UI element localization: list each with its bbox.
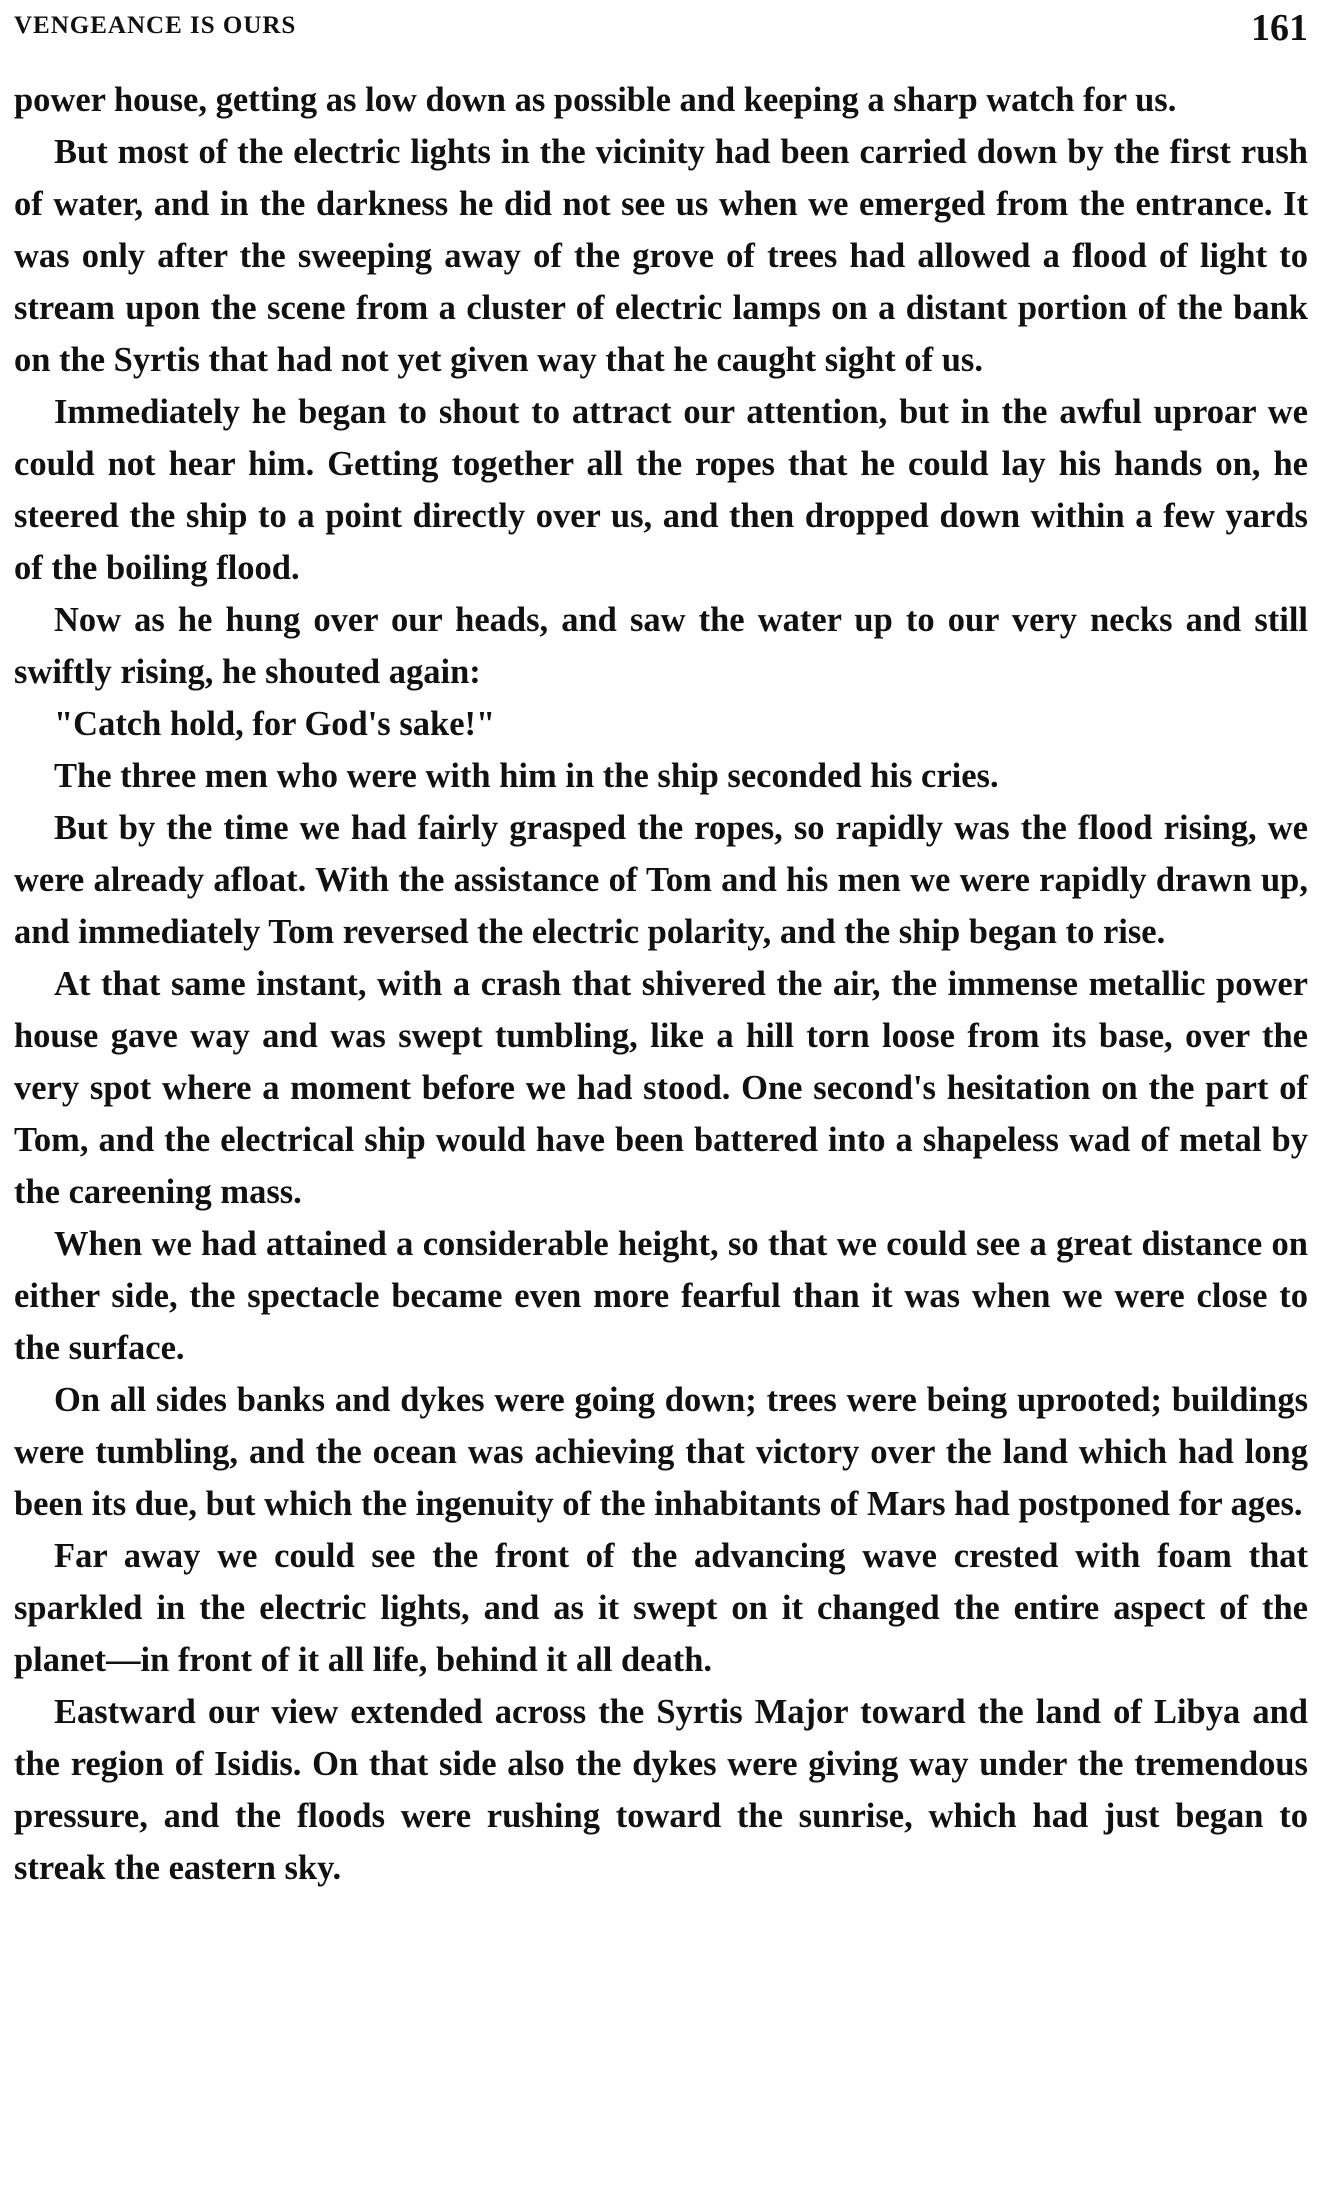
- running-head: [14, 6, 1308, 62]
- paragraph: When we had attained a considerable height, so that we could see a great distance on either side, the spectacle became even more fearful than it was when we were close to the surface.: [14, 1225, 1308, 1367]
- paragraph: Far away we could see the front of the advancing wave crested with foam that sparkled in the electric lights, and as it swept on it changed the entire aspect of the planet—in front of it all life, behind it all death.: [14, 1537, 1308, 1679]
- page-number: 161: [1251, 7, 1308, 49]
- body-text: [14, 74, 1308, 1894]
- paragraph: Immediately he began to shout to attract our attention, but in the awful uproar we could not hear him. Getting together all the ropes that he could lay his hands on, he steered the ship to a point directly over us, and then dropped down within a few yards of the boiling flood.: [14, 393, 1308, 587]
- paragraph: On all sides banks and dykes were going down; trees were being uprooted; buildings were tumbling, and the ocean was achieving that victory over the land which had long been its due, but which the ingenuity of the inhabitants of Mars had postponed for ages.: [14, 1381, 1308, 1523]
- paragraph: At that same instant, with a crash that shivered the air, the immense metallic power house gave way and was swept tumbling, like a hill torn loose from its base, over the very spot where a moment before we had stood. One second's hesitation on the part of Tom, and the electrical ship would have been battered into a shapeless wad of metal by the careening mass.: [14, 965, 1308, 1211]
- paragraph: But by the time we had fairly grasped the ropes, so rapidly was the flood rising, we were already afloat. With the assistance of Tom and his men we were rapidly drawn up, and immediately Tom reversed the electric polarity, and the ship began to rise.: [14, 809, 1308, 951]
- running-title: VENGEANCE IS OURS: [14, 12, 297, 39]
- paragraph: But most of the electric lights in the vicinity had been carried down by the first rush of water, and in the darkness he did not see us when we emerged from the entrance. It was only after the sweeping away of the grove of trees had allowed a flood of light to stream upon the scene from a cluster of electric lamps on a distant portion of the bank on the Syrtis that had not yet given way that he caught sight of us.: [14, 133, 1308, 379]
- dialogue-line: "Catch hold, for God's sake!": [54, 705, 496, 743]
- paragraph: The three men who were with him in the ship seconded his cries.: [54, 757, 999, 795]
- paragraph: Eastward our view extended across the Syrtis Major toward the land of Libya and the region of Isidis. On that side also the dykes were giving way under the tremendous pressure, and the floods were rushing toward the sunrise, which had just began to streak the eastern sky.: [14, 1693, 1308, 1887]
- paragraph-continued: power house, getting as low down as possible and keeping a sharp watch for us.: [14, 81, 1177, 119]
- paragraph: Now as he hung over our heads, and saw the water up to our very necks and still swiftly rising, he shouted again:: [14, 601, 1308, 691]
